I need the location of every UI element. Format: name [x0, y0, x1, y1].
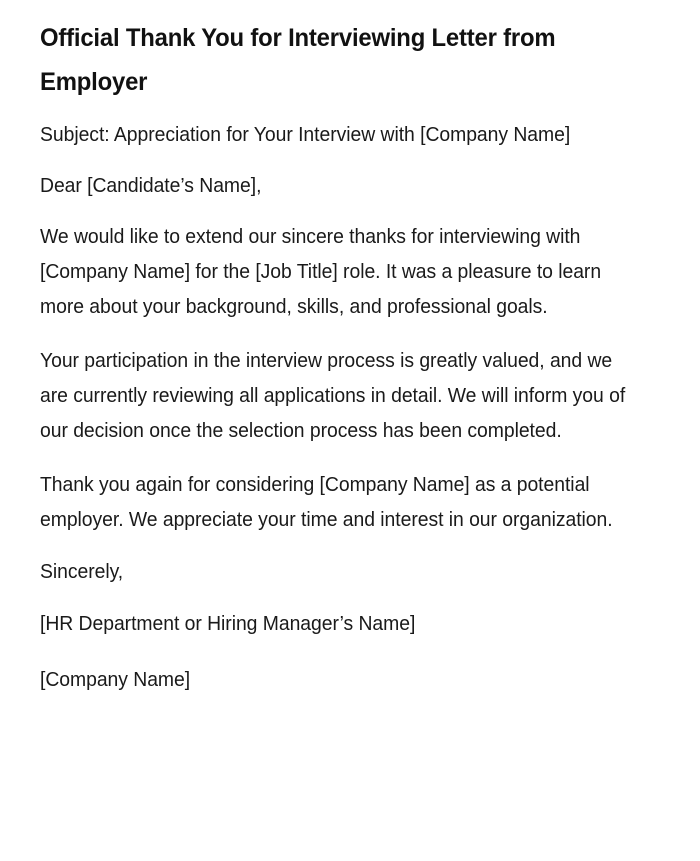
company-name-placeholder: [Company Name] — [40, 668, 191, 691]
document-content — [40, 0, 640, 697]
body-paragraph-2: Your participation in the interview process is greatly valued, and we are currently reviewing all applications in detail. We will inform you of our decision once the selection process has been completed. — [40, 349, 626, 442]
signer-name-placeholder: [HR Department or Hiring Manager’s Name] — [40, 612, 416, 635]
closing-line: Sincerely, — [40, 560, 124, 583]
body-paragraph-1: We would like to extend our sincere thanks for interviewing with [Company Name] for the [Job Title] role. It was a pleasure to learn more about your background, skills, and professional goals. — [40, 225, 602, 318]
page-title: Official Thank You for Interviewing Letter from Employer — [40, 24, 556, 96]
salutation: Dear [Candidate’s Name], — [40, 174, 262, 197]
body-paragraph-3: Thank you again for considering [Company Name] as a potential employer. We appreciate your time and interest in our organization. — [40, 473, 613, 531]
subject-line: Subject: Appreciation for Your Interview with [Company Name] — [40, 123, 571, 146]
